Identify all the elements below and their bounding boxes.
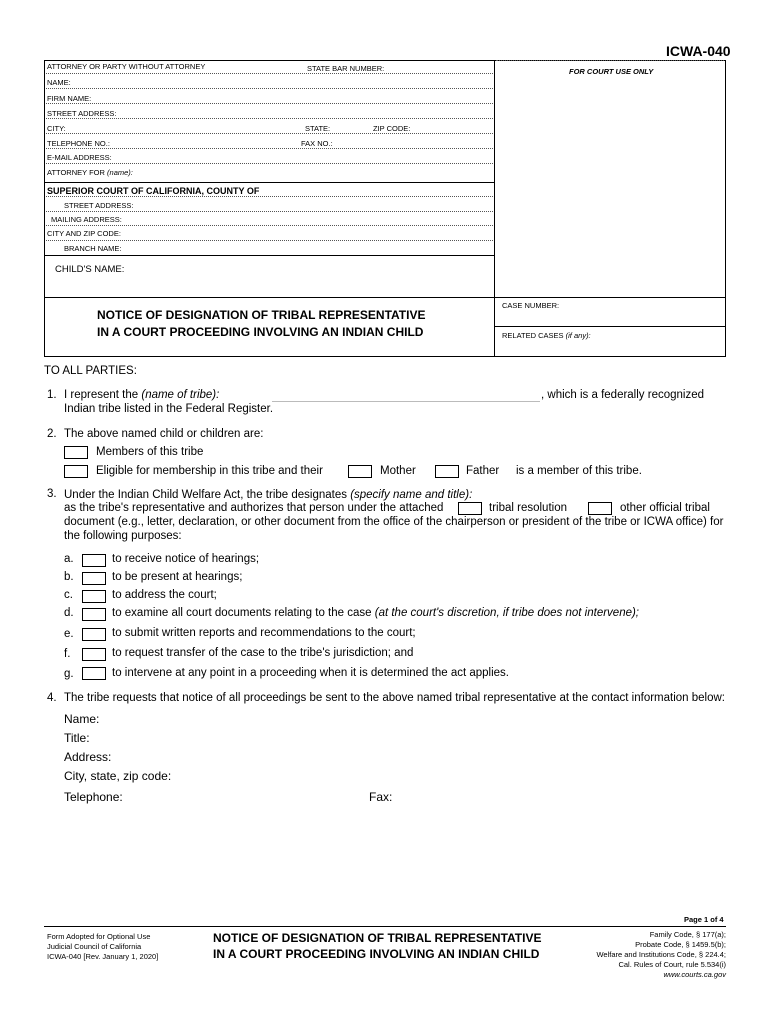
tribal-resolution-label: tribal resolution — [489, 502, 567, 514]
zip-label: ZIP CODE: — [373, 124, 411, 133]
telephone-label: TELEPHONE NO.: — [47, 139, 110, 148]
members-checkbox[interactable] — [64, 446, 88, 459]
case-number-label: CASE NUMBER: — [502, 301, 560, 310]
purpose-c-text: to address the court; — [112, 589, 217, 601]
header-left-border — [44, 60, 45, 357]
field-line — [46, 118, 493, 119]
purpose-a-checkbox[interactable] — [82, 554, 106, 567]
court-street-label: STREET ADDRESS: — [64, 201, 134, 210]
item3-authorizes: as the tribe's representative and authorizes that person under the attached — [64, 502, 444, 514]
eligible-checkbox[interactable] — [64, 465, 88, 478]
child-top-border — [44, 255, 494, 256]
ref-rules-of-court: Cal. Rules of Court, rule 5.534(i) — [618, 960, 726, 969]
tribal-resolution-checkbox[interactable] — [458, 502, 482, 515]
item3-intro-text: Under the Indian Child Welfare Act, the tribe designates — [64, 489, 347, 501]
purpose-d-text — [112, 607, 639, 619]
attorney-for-label — [47, 168, 133, 177]
footer-title-line2: IN A COURT PROCEEDING INVOLVING AN INDIAN CHILD — [213, 947, 540, 961]
item1-federal: , which is a federally recognized — [541, 389, 704, 401]
contact-name-label: Name: — [64, 712, 100, 726]
purpose-e-letter: e. — [64, 628, 74, 640]
item3-purposes: the following purposes: — [64, 530, 182, 542]
field-line — [46, 196, 493, 197]
form-title-line1: NOTICE OF DESIGNATION OF TRIBAL REPRESENTATIVE — [97, 308, 426, 322]
field-line — [46, 211, 493, 212]
item3-intro — [64, 489, 472, 501]
footer-references — [596, 930, 726, 979]
state-label: STATE: — [305, 124, 331, 133]
purpose-e-checkbox[interactable] — [82, 628, 106, 641]
purpose-c-checkbox[interactable] — [82, 590, 106, 603]
street-address-label: STREET ADDRESS: — [47, 109, 117, 118]
footer-title-line1: NOTICE OF DESIGNATION OF TRIBAL REPRESENTATIVE — [213, 931, 542, 945]
title-top-border — [44, 297, 726, 298]
purpose-c-letter: c. — [64, 589, 73, 601]
item2-text: The above named child or children are: — [64, 428, 264, 440]
to-all-parties: TO ALL PARTIES: — [44, 365, 137, 377]
field-line — [46, 163, 493, 164]
contact-fax-label: Fax: — [369, 790, 393, 804]
fax-label: FAX NO.: — [301, 139, 333, 148]
item3-spec-note: (specify name and title): — [350, 489, 473, 501]
case-number-border — [494, 326, 726, 327]
form-title-line2: IN A COURT PROCEEDING INVOLVING AN INDIAN CHILD — [97, 325, 424, 339]
field-line — [46, 240, 493, 241]
firm-name-label: FIRM NAME: — [47, 94, 92, 103]
purpose-g-text: to intervene at any point in a proceeding when it is determined the act applies. — [112, 667, 509, 679]
tribe-name-field[interactable] — [272, 401, 540, 402]
related-cases-note: (if any): — [565, 331, 591, 340]
other-official-label: other official tribal — [620, 502, 710, 514]
purpose-f-checkbox[interactable] — [82, 648, 106, 661]
item3-document: document (e.g., letter, declaration, or other document from the office of the chairperson or president of the tribe or ICWA office) for — [64, 516, 724, 528]
court-branch-label: BRANCH NAME: — [64, 244, 122, 253]
courts-website-link[interactable]: www.courts.ca.gov — [663, 970, 726, 979]
email-label: E-MAIL ADDRESS: — [47, 153, 112, 162]
purpose-g-checkbox[interactable] — [82, 667, 106, 680]
purpose-g-letter: g. — [64, 668, 74, 680]
item1-register: Indian tribe listed in the Federal Register. — [64, 403, 274, 415]
name-label: NAME: — [47, 78, 71, 87]
purpose-f-letter: f. — [64, 648, 71, 660]
court-use-label: FOR COURT USE ONLY — [569, 67, 654, 76]
field-line — [496, 60, 724, 61]
attorney-for-name-note: (name): — [107, 168, 133, 177]
item1-number: 1. — [47, 389, 57, 401]
purpose-d-letter: d. — [64, 607, 74, 619]
mother-label: Mother — [380, 465, 416, 477]
members-label: Members of this tribe — [96, 446, 204, 458]
item4-text: The tribe requests that notice of all proceedings be sent to the above named tribal representative at the contact information below: — [64, 692, 726, 704]
related-cases-label — [502, 331, 591, 340]
attorney-party-label: ATTORNEY OR PARTY WITHOUT ATTORNEY — [47, 62, 206, 71]
childs-name-label: CHILD'S NAME: — [55, 264, 125, 275]
field-line — [46, 148, 493, 149]
form-id: ICWA-040 — [666, 43, 731, 59]
item3-number: 3. — [47, 488, 57, 500]
footer-adopted: Form Adopted for Optional Use — [47, 932, 151, 941]
footer-council: Judicial Council of California — [47, 942, 142, 951]
field-line — [46, 73, 493, 74]
footer-form-rev: ICWA-040 [Rev. January 1, 2020] — [47, 952, 159, 961]
court-top-border — [44, 182, 494, 183]
field-line — [46, 225, 493, 226]
contact-city-label: City, state, zip code: — [64, 769, 172, 783]
ref-probate-code: Probate Code, § 1459.5(b); — [635, 940, 726, 949]
court-title: SUPERIOR COURT OF CALIFORNIA, COUNTY OF — [47, 186, 260, 196]
purpose-d-checkbox[interactable] — [82, 608, 106, 621]
eligible-label: Eligible for membership in this tribe and their — [96, 465, 323, 477]
header-divider — [494, 60, 495, 357]
header-right-border — [725, 60, 726, 357]
city-label: CITY: — [47, 124, 66, 133]
father-checkbox[interactable] — [435, 465, 459, 478]
purpose-a-text: to receive notice of hearings; — [112, 553, 260, 565]
field-line — [46, 88, 493, 89]
purpose-b-letter: b. — [64, 571, 74, 583]
footer-rule — [44, 926, 726, 927]
item1-text — [64, 389, 219, 401]
item1-tribe-note: (name of tribe): — [141, 389, 220, 401]
ref-welfare-code: Welfare and Institutions Code, § 224.4; — [596, 950, 726, 959]
purpose-a-letter: a. — [64, 553, 74, 565]
purpose-d-note: (at the court's discretion, if tribe does not intervene); — [374, 607, 640, 619]
purpose-e-text: to submit written reports and recommendations to the court; — [112, 627, 416, 639]
field-line — [46, 103, 493, 104]
court-city-zip-label: CITY AND ZIP CODE: — [47, 229, 121, 238]
item1-intro: I represent the — [64, 389, 139, 401]
related-cases-text: RELATED CASES — [502, 331, 564, 340]
state-bar-label: STATE BAR NUMBER: — [307, 64, 385, 73]
purpose-d-main: to examine all court documents relating to the case — [112, 607, 372, 619]
mother-checkbox[interactable] — [348, 465, 372, 478]
purpose-b-checkbox[interactable] — [82, 572, 106, 585]
contact-address-label: Address: — [64, 750, 112, 764]
court-mailing-label: MAILING ADDRESS: — [51, 215, 122, 224]
item2-member-text: is a member of this tribe. — [516, 465, 642, 477]
contact-telephone-label: Telephone: — [64, 790, 123, 804]
page-number: Page 1 of 4 — [684, 915, 724, 924]
purpose-f-text: to request transfer of the case to the tribe's jurisdiction; and — [112, 647, 414, 659]
header-bottom-border — [44, 356, 726, 357]
attorney-for-text: ATTORNEY FOR — [47, 168, 105, 177]
father-label: Father — [466, 465, 500, 477]
ref-family-code: Family Code, § 177(a); — [649, 930, 726, 939]
purpose-b-text: to be present at hearings; — [112, 571, 243, 583]
item2-number: 2. — [47, 428, 57, 440]
item4-number: 4. — [47, 692, 57, 704]
other-official-checkbox[interactable] — [588, 502, 612, 515]
contact-title-label: Title: — [64, 731, 90, 745]
field-line — [46, 133, 493, 134]
